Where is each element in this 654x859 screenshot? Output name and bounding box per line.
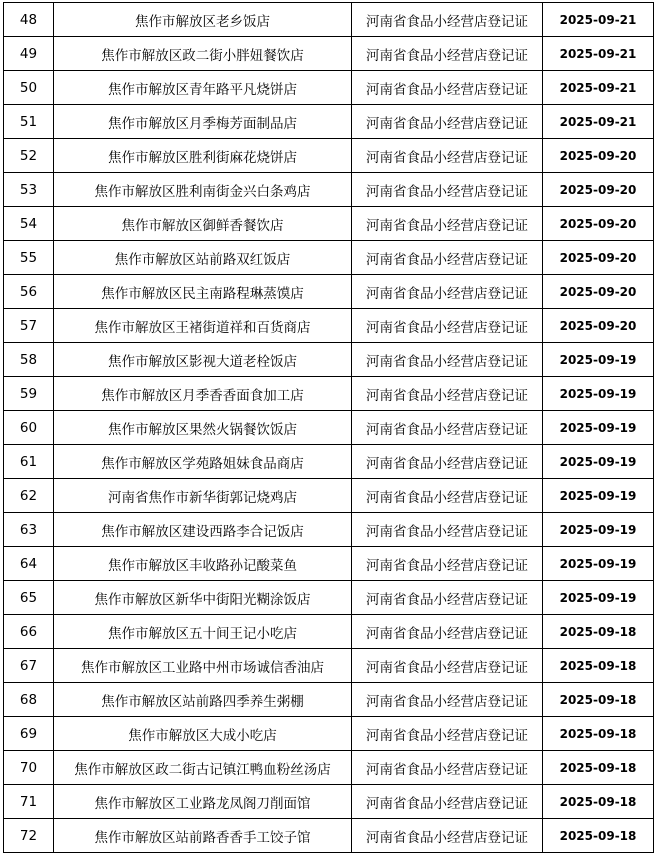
- row-number-cell: 56: [4, 275, 54, 309]
- issue-date-cell: 2025-09-19: [543, 411, 654, 445]
- business-name-cell: 焦作市解放区工业路中州市场诚信香油店: [54, 649, 352, 683]
- table-row: [4, 275, 654, 309]
- table-row: [4, 717, 654, 751]
- license-type-cell: 河南省食品小经营店登记证: [352, 3, 543, 37]
- row-number-cell: 70: [4, 751, 54, 785]
- row-number-cell: 55: [4, 241, 54, 275]
- business-name-cell: 焦作市解放区青年路平凡烧饼店: [54, 71, 352, 105]
- license-type-cell: 河南省食品小经营店登记证: [352, 37, 543, 71]
- row-number-cell: 60: [4, 411, 54, 445]
- table-row: [4, 513, 654, 547]
- table-row: [4, 547, 654, 581]
- registration-table: [3, 2, 654, 853]
- license-type-cell: 河南省食品小经营店登记证: [352, 649, 543, 683]
- table-row: [4, 751, 654, 785]
- row-number-cell: 64: [4, 547, 54, 581]
- row-number-cell: 61: [4, 445, 54, 479]
- row-number-cell: 65: [4, 581, 54, 615]
- issue-date-cell: 2025-09-18: [543, 683, 654, 717]
- license-type-cell: 河南省食品小经营店登记证: [352, 513, 543, 547]
- table-row: [4, 581, 654, 615]
- table-row: [4, 819, 654, 853]
- license-type-cell: 河南省食品小经营店登记证: [352, 139, 543, 173]
- row-number-cell: 57: [4, 309, 54, 343]
- business-name-cell: 焦作市解放区政二街古记镇江鸭血粉丝汤店: [54, 751, 352, 785]
- business-name-cell: 焦作市解放区工业路龙凤阁刀削面馆: [54, 785, 352, 819]
- business-name-cell: 焦作市解放区果然火锅餐饮饭店: [54, 411, 352, 445]
- issue-date-cell: 2025-09-18: [543, 649, 654, 683]
- business-name-cell: 焦作市解放区影视大道老栓饭店: [54, 343, 352, 377]
- license-type-cell: 河南省食品小经营店登记证: [352, 275, 543, 309]
- table-row: [4, 3, 654, 37]
- table-row: [4, 411, 654, 445]
- issue-date-cell: 2025-09-19: [543, 479, 654, 513]
- table-row: [4, 105, 654, 139]
- business-name-cell: 焦作市解放区月季梅芳面制品店: [54, 105, 352, 139]
- license-type-cell: 河南省食品小经营店登记证: [352, 581, 543, 615]
- license-type-cell: 河南省食品小经营店登记证: [352, 547, 543, 581]
- table-row: [4, 445, 654, 479]
- issue-date-cell: 2025-09-18: [543, 615, 654, 649]
- table-row: [4, 37, 654, 71]
- license-type-cell: 河南省食品小经营店登记证: [352, 751, 543, 785]
- business-name-cell: 焦作市解放区御鲜香餐饮店: [54, 207, 352, 241]
- business-name-cell: 焦作市解放区五十间王记小吃店: [54, 615, 352, 649]
- issue-date-cell: 2025-09-19: [543, 547, 654, 581]
- table-row: [4, 615, 654, 649]
- business-name-cell: 焦作市解放区月季香香面食加工店: [54, 377, 352, 411]
- business-name-cell: 焦作市解放区新华中街阳光糊涂饭店: [54, 581, 352, 615]
- issue-date-cell: 2025-09-19: [543, 513, 654, 547]
- business-name-cell: 焦作市解放区胜利街麻花烧饼店: [54, 139, 352, 173]
- table-row: [4, 71, 654, 105]
- table-row: [4, 479, 654, 513]
- registration-table-body: [4, 3, 654, 853]
- issue-date-cell: 2025-09-21: [543, 37, 654, 71]
- license-type-cell: 河南省食品小经营店登记证: [352, 207, 543, 241]
- license-type-cell: 河南省食品小经营店登记证: [352, 241, 543, 275]
- issue-date-cell: 2025-09-20: [543, 207, 654, 241]
- table-row: [4, 683, 654, 717]
- license-type-cell: 河南省食品小经营店登记证: [352, 785, 543, 819]
- table-row: [4, 241, 654, 275]
- row-number-cell: 48: [4, 3, 54, 37]
- license-type-cell: 河南省食品小经营店登记证: [352, 615, 543, 649]
- row-number-cell: 59: [4, 377, 54, 411]
- business-name-cell: 焦作市解放区大成小吃店: [54, 717, 352, 751]
- row-number-cell: 62: [4, 479, 54, 513]
- row-number-cell: 68: [4, 683, 54, 717]
- issue-date-cell: 2025-09-18: [543, 785, 654, 819]
- license-type-cell: 河南省食品小经营店登记证: [352, 343, 543, 377]
- table-row: [4, 139, 654, 173]
- issue-date-cell: 2025-09-18: [543, 717, 654, 751]
- business-name-cell: 焦作市解放区王褚街道祥和百货商店: [54, 309, 352, 343]
- issue-date-cell: 2025-09-21: [543, 71, 654, 105]
- business-name-cell: 焦作市解放区站前路双红饭店: [54, 241, 352, 275]
- table-row: [4, 207, 654, 241]
- row-number-cell: 50: [4, 71, 54, 105]
- row-number-cell: 54: [4, 207, 54, 241]
- business-name-cell: 焦作市解放区民主南路程琳蒸馍店: [54, 275, 352, 309]
- row-number-cell: 66: [4, 615, 54, 649]
- row-number-cell: 72: [4, 819, 54, 853]
- row-number-cell: 53: [4, 173, 54, 207]
- issue-date-cell: 2025-09-20: [543, 173, 654, 207]
- row-number-cell: 67: [4, 649, 54, 683]
- row-number-cell: 69: [4, 717, 54, 751]
- table-row: [4, 785, 654, 819]
- row-number-cell: 49: [4, 37, 54, 71]
- row-number-cell: 71: [4, 785, 54, 819]
- license-type-cell: 河南省食品小经营店登记证: [352, 717, 543, 751]
- business-name-cell: 焦作市解放区老乡饭店: [54, 3, 352, 37]
- issue-date-cell: 2025-09-20: [543, 275, 654, 309]
- table-row: [4, 649, 654, 683]
- row-number-cell: 52: [4, 139, 54, 173]
- issue-date-cell: 2025-09-21: [543, 3, 654, 37]
- issue-date-cell: 2025-09-19: [543, 343, 654, 377]
- issue-date-cell: 2025-09-19: [543, 445, 654, 479]
- row-number-cell: 51: [4, 105, 54, 139]
- row-number-cell: 58: [4, 343, 54, 377]
- table-row: [4, 309, 654, 343]
- issue-date-cell: 2025-09-18: [543, 751, 654, 785]
- business-name-cell: 焦作市解放区站前路香香手工饺子馆: [54, 819, 352, 853]
- license-type-cell: 河南省食品小经营店登记证: [352, 71, 543, 105]
- license-type-cell: 河南省食品小经营店登记证: [352, 819, 543, 853]
- issue-date-cell: 2025-09-20: [543, 309, 654, 343]
- business-name-cell: 焦作市解放区建设西路李合记饭店: [54, 513, 352, 547]
- table-row: [4, 377, 654, 411]
- license-type-cell: 河南省食品小经营店登记证: [352, 309, 543, 343]
- table-row: [4, 173, 654, 207]
- business-name-cell: 焦作市解放区胜利南街金兴白条鸡店: [54, 173, 352, 207]
- license-type-cell: 河南省食品小经营店登记证: [352, 377, 543, 411]
- license-type-cell: 河南省食品小经营店登记证: [352, 411, 543, 445]
- business-name-cell: 焦作市解放区站前路四季养生粥棚: [54, 683, 352, 717]
- issue-date-cell: 2025-09-21: [543, 105, 654, 139]
- issue-date-cell: 2025-09-19: [543, 377, 654, 411]
- business-name-cell: 焦作市解放区政二街小胖妞餐饮店: [54, 37, 352, 71]
- issue-date-cell: 2025-09-18: [543, 819, 654, 853]
- issue-date-cell: 2025-09-20: [543, 139, 654, 173]
- table-row: [4, 343, 654, 377]
- license-type-cell: 河南省食品小经营店登记证: [352, 445, 543, 479]
- issue-date-cell: 2025-09-20: [543, 241, 654, 275]
- license-type-cell: 河南省食品小经营店登记证: [352, 173, 543, 207]
- business-name-cell: 焦作市解放区学苑路姐妹食品商店: [54, 445, 352, 479]
- business-name-cell: 焦作市解放区丰收路孙记酸菜鱼: [54, 547, 352, 581]
- license-type-cell: 河南省食品小经营店登记证: [352, 683, 543, 717]
- license-type-cell: 河南省食品小经营店登记证: [352, 479, 543, 513]
- row-number-cell: 63: [4, 513, 54, 547]
- business-name-cell: 河南省焦作市新华街郭记烧鸡店: [54, 479, 352, 513]
- issue-date-cell: 2025-09-19: [543, 581, 654, 615]
- license-type-cell: 河南省食品小经营店登记证: [352, 105, 543, 139]
